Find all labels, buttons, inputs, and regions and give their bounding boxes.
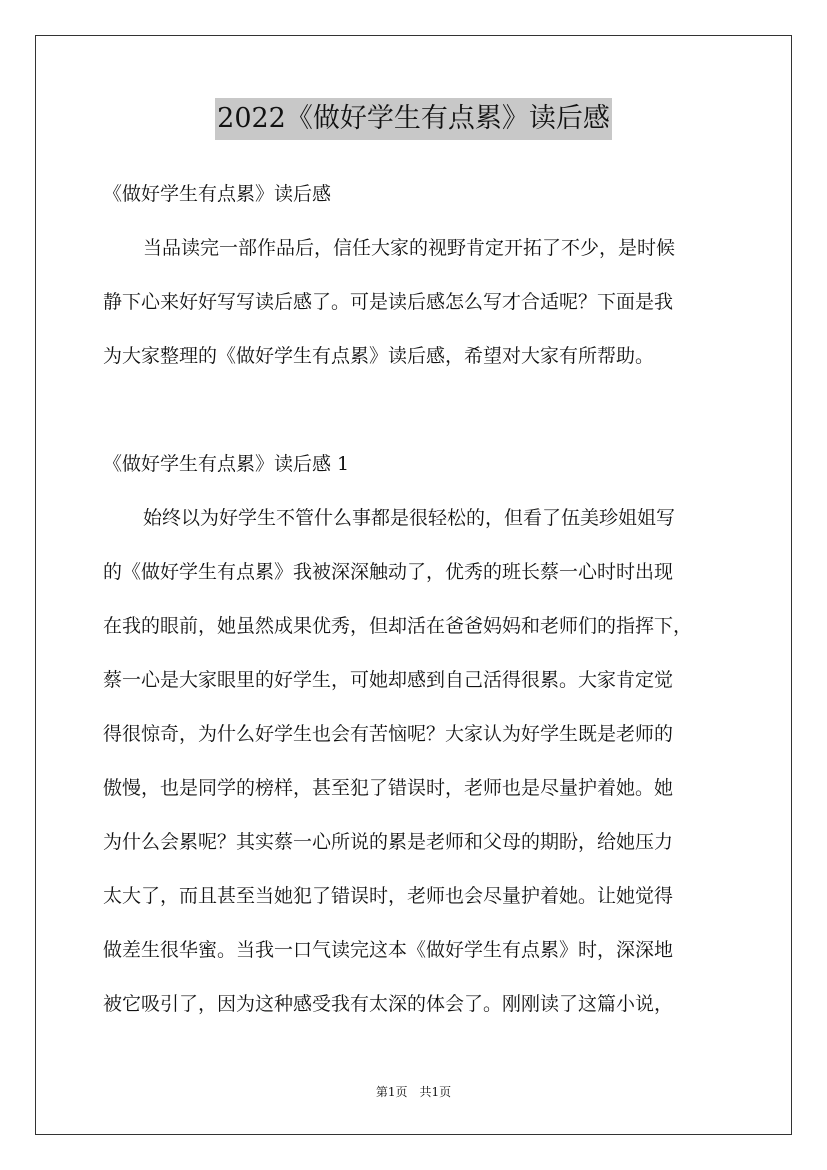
body-line-2: 的《做好学生有点累》我被深深触动了，优秀的班长蔡一心时时出现 xyxy=(103,561,674,583)
title-container xyxy=(0,98,827,140)
body-line-9: 做差生很华蜜。当我一口气读完这本《做好学生有点累》时，深深地 xyxy=(103,939,674,961)
page-footer xyxy=(0,1084,827,1100)
body-line-6: 傲慢，也是同学的榜样，甚至犯了错误时，老师也是尽量护着她。她 xyxy=(103,777,674,799)
body-line-10: 被它吸引了，因为这种感受我有太深的体会了。刚刚读了这篇小说， xyxy=(103,993,674,1015)
page-total: 共1页 xyxy=(419,1085,452,1099)
body-line-5: 得很惊奇，为什么好学生也会有苦恼呢？大家认为好学生既是老师的 xyxy=(103,723,674,745)
intro-line-2: 静下心来好好写写读后感了。可是读后感怎么写才合适呢？下面是我 xyxy=(103,291,674,313)
body-line-3: 在我的眼前，她虽然成果优秀，但却活在爸爸妈妈和老师们的指挥下， xyxy=(103,615,693,637)
body-line-4: 蔡一心是大家眼里的好学生，可她却感到自己活得很累。大家肯定觉 xyxy=(103,669,674,691)
intro-line-3: 为大家整理的《做好学生有点累》读后感，希望对大家有所帮助。 xyxy=(103,345,655,367)
section-heading: 《做好学生有点累》读后感 1 xyxy=(103,453,350,475)
body-line-8: 太大了，而且甚至当她犯了错误时，老师也会尽量护着她。让她觉得 xyxy=(103,885,674,907)
document-subtitle: 《做好学生有点累》读后感 xyxy=(103,183,332,205)
document-title: 2022《做好学生有点累》读后感 xyxy=(215,98,612,140)
body-line-1: 始终以为好学生不管什么事都是很轻松的，但看了伍美珍姐姐写 xyxy=(143,507,676,529)
page-number: 第1页 xyxy=(375,1085,408,1099)
body-line-7: 为什么会累呢？其实蔡一心所说的累是老师和父母的期盼，给她压力 xyxy=(103,831,674,853)
intro-line-1: 当品读完一部作品后，信任大家的视野肯定开拓了不少，是时候 xyxy=(143,237,676,259)
